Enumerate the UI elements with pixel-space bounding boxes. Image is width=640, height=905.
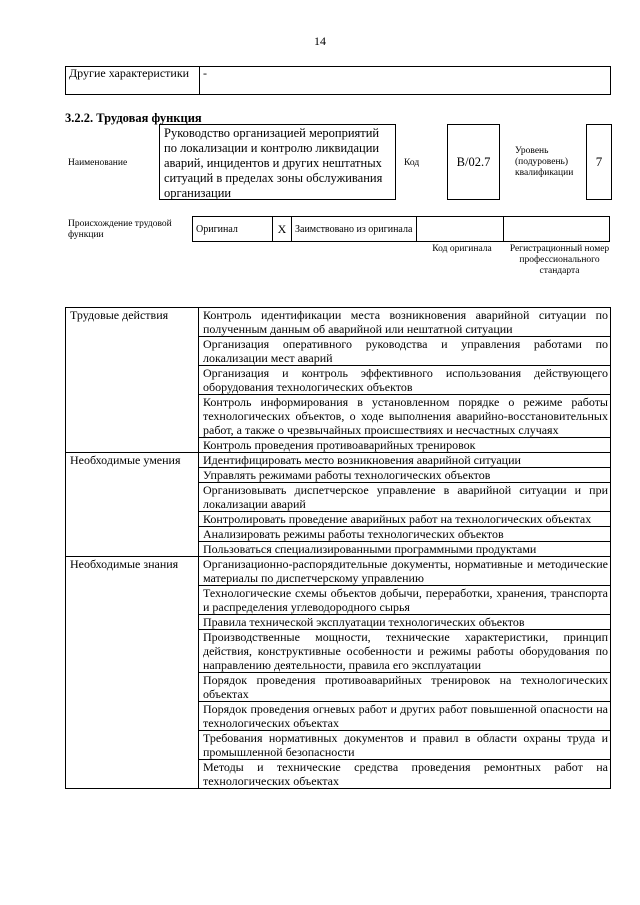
other-characteristics-value: - (200, 67, 611, 95)
section-item: Порядок проведения противоаварийных тренировок на технологических объектах (199, 673, 611, 702)
origin-mark: X (273, 217, 292, 242)
section-item: Организовывать диспетчерское управление в аварийной ситуации и при локализации аварий (199, 483, 611, 512)
section-item: Порядок проведения огневых работ и других работ повышенной опасности на технологических объектах (199, 702, 611, 731)
code-label: Код (404, 158, 420, 168)
section-item: Организационно-распорядительные документы, нормативные и методические материалы по диспетчерскому управлению (199, 557, 611, 586)
section-item: Контроль идентификации места возникновения аварийной ситуации по полученным данным об аварийной или нештатной ситуации (199, 308, 611, 337)
origin-code-cell (417, 217, 504, 242)
qualification-level: 7 (586, 124, 612, 200)
section-item: Контролировать проведение аварийных работ на технологических объектах (199, 512, 611, 527)
origin-table (192, 216, 610, 242)
section-item: Организация оперативного руководства и управления работами по локализации мест аварий (199, 337, 611, 366)
name-label: Наименование (68, 158, 128, 168)
other-characteristics-label: Другие характеристики (66, 67, 200, 95)
section-item: Пользоваться специализированными программными продуктами (199, 542, 611, 557)
function-code: B/02.7 (447, 124, 500, 200)
table-row (66, 557, 611, 586)
section-item: Организация и контроль эффективного использования действующего оборудования технологических объектов (199, 366, 611, 395)
reg-number-caption: Регистрационный номер профессионального стандарта (509, 244, 610, 276)
level-label: Уровень (подуровень) квалификации (515, 146, 574, 178)
section-item: Производственные мощности, технические характеристики, принцип действия, конструктивные особенности и режимы работы оборудования по направлению деятельности, правила его эксплуатации (199, 630, 611, 673)
section-category: Трудовые действия (66, 308, 199, 453)
section-item: Контроль проведения противоаварийных тренировок (199, 438, 611, 453)
section-item: Идентифицировать место возникновения аварийной ситуации (199, 453, 611, 468)
section-category: Необходимые умения (66, 453, 199, 557)
section-item: Методы и технические средства проведения ремонтных работ на технологических объектах (199, 760, 611, 789)
code-original-caption: Код оригинала (432, 244, 492, 254)
origin-label: Происхождение трудовой функции (68, 219, 172, 240)
section-item: Правила технической эксплуатации технологических объектов (199, 615, 611, 630)
section-item: Требования нормативных документов и правил в области охраны труда и промышленной безопасности (199, 731, 611, 760)
section-item: Контроль информирования в установленном порядке о режиме работы технологических объектов, о ходе выполнения аварийно-восстановительных работ, а также о чрезвычайных происшествиях и несчастных случаях (199, 395, 611, 438)
function-name: Руководство организацией мероприятий по локализации и контролю ликвидации аварий, инцидентов и других нештатных ситуаций в пределах зоны обслуживания организации (159, 124, 396, 200)
section-item: Технологические схемы объектов добычи, переработки, хранения, транспорта и распределения углеводородного сырья (199, 586, 611, 615)
origin-reg-cell (504, 217, 610, 242)
section-title: 3.2.2. Трудовая функция (65, 111, 202, 125)
page-number: 14 (314, 34, 326, 48)
section-category: Необходимые знания (66, 557, 199, 789)
function-details-table (65, 307, 611, 789)
other-characteristics-table (65, 66, 611, 95)
table-row (66, 453, 611, 468)
section-item: Управлять режимами работы технологических объектов (199, 468, 611, 483)
origin-borrowed: Заимствовано из оригинала (292, 217, 417, 242)
table-row (66, 308, 611, 337)
origin-original: Оригинал (193, 217, 273, 242)
section-item: Анализировать режимы работы технологических объектов (199, 527, 611, 542)
